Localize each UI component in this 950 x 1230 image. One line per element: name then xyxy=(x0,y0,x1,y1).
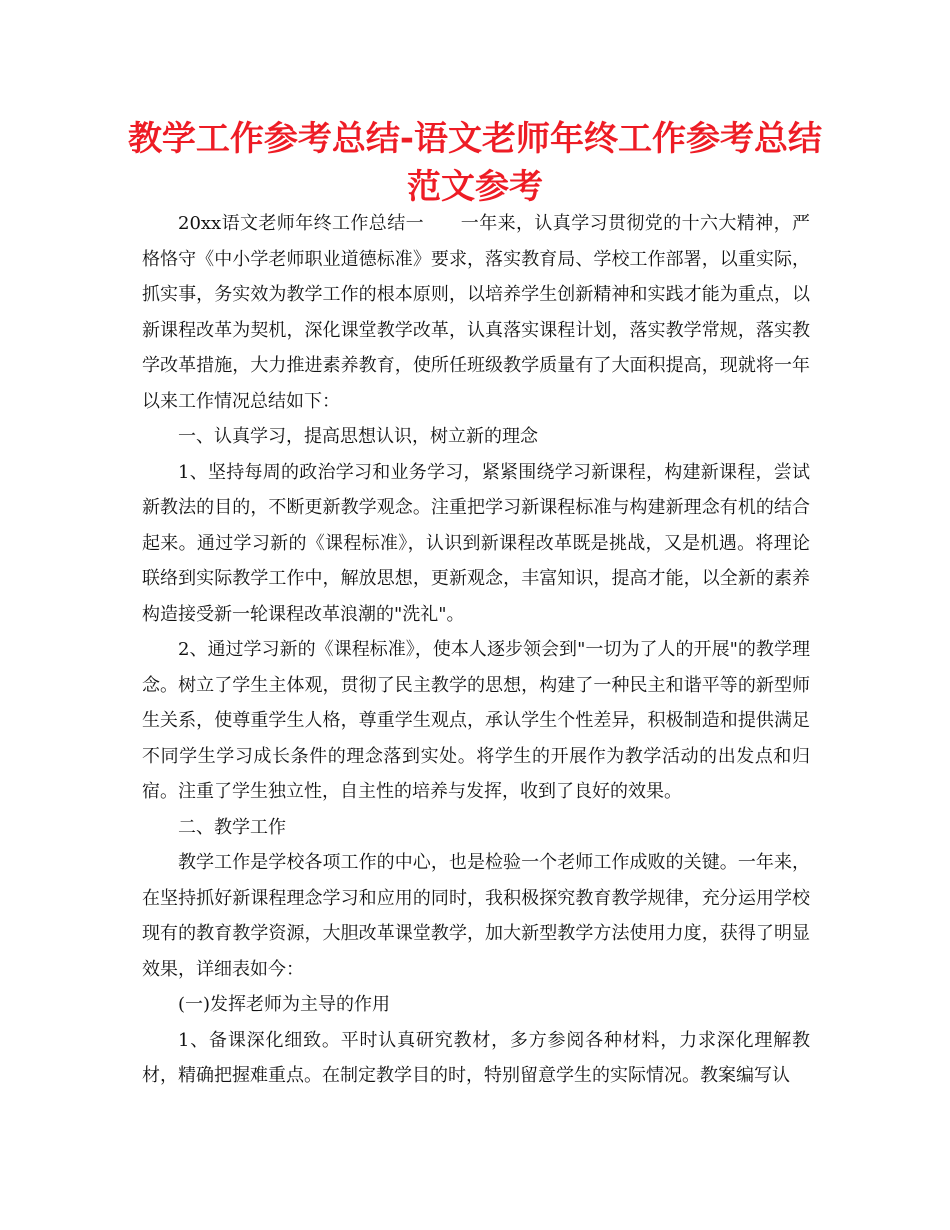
paragraph: 20xx语文老师年终工作总结一 一年来，认真学习贯彻党的十六大精神，严格恪守《中小学老师职业道德标准》要求，落实教育局、学校工作部署，以重实际，抓实事，务实效为教学工作的根本原则，以培养学生创新精神和实践才能为重点，以新课程改革为契机，深化课堂教学改革，认真落实课程计划，落实教学常规，落实教学改革措施，大力推进素养教育，使所任班级教学质量有了大面积提高，现就将一年以来工作情况总结如下： xyxy=(142,213,810,412)
paragraph: 2、通过学习新的《课程标准》，使本人逐步领会到"一切为了人的开展"的教学理念。树立了学生主体观，贯彻了民主教学的思想，构建了一种民主和谐平等的新型师生关系，使尊重学生人格，尊重学生观点，承认学生个性差异，积极制造和提供满足不同学生学习成长条件的理念落到实处。将学生的开展作为教学活动的出发点和归宿。注重了学生独立性，自主性的培养与发挥，收到了良好的效果。 xyxy=(142,639,810,802)
paragraph: 教学工作是学校各项工作的中心，也是检验一个老师工作成败的关键。一年来，在坚持抓好新课程理念学习和应用的同时，我积极探究教育教学规律，充分运用学校现有的教育教学资源，大胆改革课堂教学，加大新型教学方法使用力度，获得了明显效果，详细表如今： xyxy=(142,852,810,980)
paragraph: 1、坚持每周的政治学习和业务学习，紧紧围绕学习新课程，构建新课程，尝试新教法的目的，不断更新教学观念。注重把学习新课程标准与构建新理念有机的结合起来。通过学习新的《课程标准》，认识到新课程改革既是挑战，又是机遇。将理论联络到实际教学工作中，解放思想，更新观念，丰富知识，提高才能，以全新的素养构造接受新一轮课程改革浪潮的"洗礼"。 xyxy=(142,461,810,625)
document-title: 教学工作参考总结-语文老师年终工作参考总结范文参考 xyxy=(127,119,823,207)
section-heading: 二、教学工作 xyxy=(178,816,286,838)
paragraph: 1、备课深化细致。平时认真研究教材，多方参阅各种材料，力求深化理解教材，精确把握难重点。在制定教学目的时，特别留意学生的实际情况。教案编写认 xyxy=(142,1029,810,1086)
section-heading: 一、认真学习，提高思想认识，树立新的理念 xyxy=(178,426,538,447)
document-body xyxy=(142,206,810,1094)
subsection-heading: (一)发挥老师为主导的作用 xyxy=(178,994,391,1015)
